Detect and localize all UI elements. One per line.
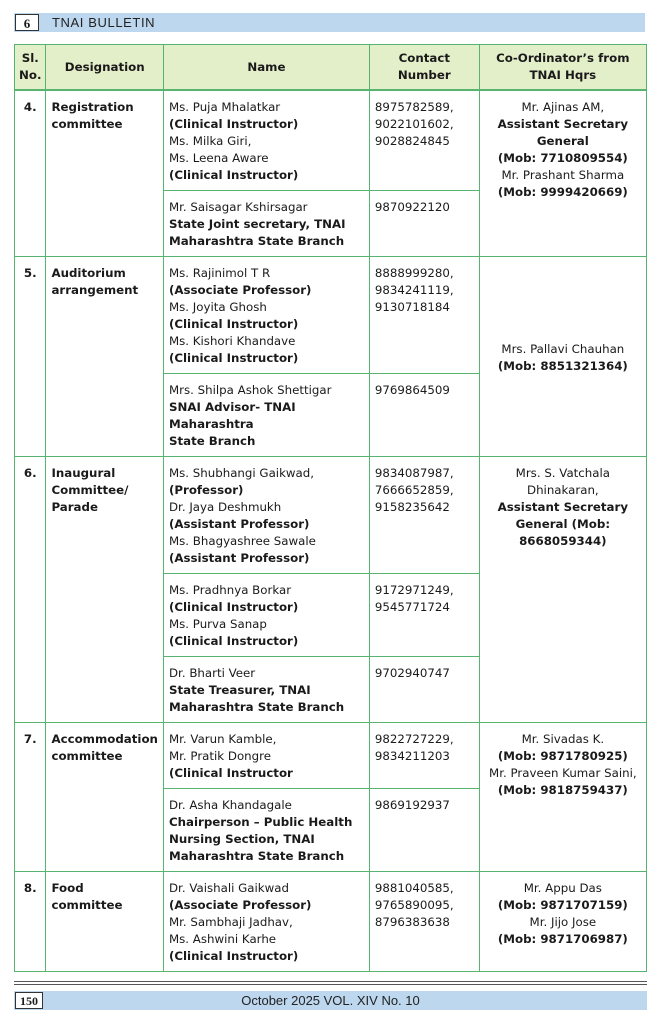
contact-cell [369, 191, 479, 257]
designation-line: Registration [51, 100, 134, 114]
name-cell [163, 574, 369, 657]
coordinator-line: (Mob: 9871706987) [497, 932, 628, 946]
designation-line: arrangement [51, 283, 139, 297]
name-cell [163, 657, 369, 723]
table-header-row [15, 45, 647, 91]
coordinator-line: Assistant Secretary [497, 117, 629, 131]
designation-line: Inaugural [51, 466, 116, 480]
contact-number: 8796383638 [374, 915, 450, 929]
col-header-name: Name [163, 45, 369, 91]
designation-line: Committee/ [51, 483, 129, 497]
name-cell [163, 191, 369, 257]
footer-rule [14, 984, 647, 985]
coordinator-line: (Mob: 9871780925) [497, 749, 628, 763]
name-line: Ms. Kishori Khandave [168, 334, 296, 348]
designation-line: Food committee [51, 881, 123, 912]
contact-number: 8975782589, [374, 100, 454, 114]
contact-number: 9869192937 [374, 798, 450, 812]
contact-cell [369, 723, 479, 789]
coordinator-line: Mr. Prashant Sharma [501, 168, 625, 182]
name-line: (Clinical Instructor) [168, 351, 299, 365]
name-cell [163, 872, 369, 972]
serial-number: 6. [15, 457, 46, 723]
designation-line: committee [51, 749, 123, 763]
name-line: Ms. Pradhnya Borkar [168, 583, 292, 597]
name-cell [163, 723, 369, 789]
col-header-sl: Sl. No. [15, 45, 46, 91]
table-row [15, 723, 647, 789]
name-line: (Clinical Instructor) [168, 117, 299, 131]
header-page-number: 6 [15, 14, 39, 31]
col-header-coordinator: Co-Ordinator’s from TNAI Hqrs [479, 45, 646, 91]
contact-number: 9769864509 [374, 383, 450, 397]
name-line: Maharashtra State Branch [168, 700, 345, 714]
name-line: Mr. Saisagar Kshirsagar [168, 200, 308, 214]
name-line: Ms. Milka Giri, [168, 134, 252, 148]
contact-number: 9834241119, [374, 283, 454, 297]
table-row [15, 872, 647, 972]
contact-cell [369, 789, 479, 872]
designation-line: committee [51, 117, 123, 131]
name-line: Ms. Rajinimol T R [168, 266, 271, 280]
serial-number: 7. [15, 723, 46, 872]
coordinator-line: Mrs. S. Vatchala [515, 466, 611, 480]
contact-cell [369, 457, 479, 574]
serial-number: 8. [15, 872, 46, 972]
name-line: (Assistant Professor) [168, 551, 310, 565]
contact-number: 9172971249, [374, 583, 454, 597]
coordinator-cell [479, 90, 646, 257]
contact-cell [369, 257, 479, 374]
designation-cell [46, 257, 164, 457]
designation-cell [46, 90, 164, 257]
contact-number: 9130718184 [374, 300, 450, 314]
name-line: Chairperson – Public Health [168, 815, 353, 829]
footer-page-number: 150 [15, 992, 43, 1009]
name-line: State Branch [168, 434, 256, 448]
coordinator-line: Assistant Secretary [497, 500, 629, 514]
table-row [15, 257, 647, 374]
name-line: Ms. Shubhangi Gaikwad, [168, 466, 315, 480]
name-cell [163, 257, 369, 374]
contact-number: 9870922120 [374, 200, 450, 214]
name-line: Mr. Pratik Dongre [168, 749, 271, 763]
contact-number: 9834087987, [374, 466, 454, 480]
name-line: Nursing Section, TNAI [168, 832, 315, 846]
contact-cell [369, 374, 479, 457]
bulletin-title: TNAI BULLETIN [52, 15, 156, 30]
name-line: (Clinical Instructor) [168, 949, 299, 963]
table-body [15, 90, 647, 972]
name-line: Dr. Vaishali Gaikwad [168, 881, 289, 895]
designation-line: Auditorium [51, 266, 126, 280]
coordinator-line: Mr. Jijo Jose [529, 915, 597, 929]
coordinator-line: Mrs. Pallavi Chauhan [501, 341, 625, 356]
contact-number: 9545771724 [374, 600, 450, 614]
name-line: Mrs. Shilpa Ashok Shettigar [168, 383, 332, 397]
designation-line: Accommodation [51, 732, 158, 746]
committee-table [14, 44, 647, 972]
footer-issue: October 2025 VOL. XIV No. 10 [241, 993, 420, 1008]
name-line: Dr. Bharti Veer [168, 666, 256, 680]
footer-rule [14, 981, 647, 982]
designation-cell [46, 872, 164, 972]
name-line: (Clinical Instructor) [168, 168, 299, 182]
name-line: Mr. Sambhaji Jadhav, [168, 915, 293, 929]
name-line: (Assistant Professor) [168, 517, 310, 531]
name-line: (Clinical Instructor [168, 766, 293, 780]
contact-cell [369, 872, 479, 972]
contact-cell [369, 657, 479, 723]
name-line: (Associate Professor) [168, 283, 312, 297]
contact-number: 9702940747 [374, 666, 450, 680]
contact-number: 9834211203 [374, 749, 450, 763]
designation-line: Parade [51, 500, 98, 514]
name-cell [163, 90, 369, 191]
coordinator-line: (Mob: 9871707159) [497, 898, 628, 912]
name-line: Ms. Leena Aware [168, 151, 269, 165]
serial-number: 5. [15, 257, 46, 457]
coordinator-line: (Mob: 9818759437) [497, 783, 628, 797]
coordinator-line: Mr. Ajinas AM, [521, 100, 605, 114]
name-line: Ms. Bhagyashree Sawale [168, 534, 316, 548]
coordinator-line: (Mob: 8851321364) [497, 358, 628, 373]
contact-cell [369, 574, 479, 657]
designation-cell [46, 457, 164, 723]
name-cell [163, 374, 369, 457]
coordinator-line: 8668059344) [519, 534, 607, 548]
coordinator-cell [479, 257, 646, 457]
col-header-contact: Contact Number [369, 45, 479, 91]
contact-number: 7666652859, [374, 483, 454, 497]
coordinator-line: (Mob: 9999420669) [497, 185, 628, 199]
coordinator-line: Mr. Praveen Kumar Saini, [489, 766, 637, 780]
name-line: Ms. Purva Sanap [168, 617, 267, 631]
col-header-designation: Designation [46, 45, 164, 91]
contact-number: 9022101602, [374, 117, 454, 131]
name-line: Maharashtra State Branch [168, 234, 345, 248]
coordinator-line: General [536, 134, 589, 148]
designation-cell [46, 723, 164, 872]
coordinator-cell [479, 457, 646, 723]
coordinator-line: (Mob: 7710809554) [497, 151, 628, 165]
name-line: Ms. Ashwini Karhe [168, 932, 277, 946]
coordinator-cell [479, 872, 646, 972]
name-line: (Associate Professor) [168, 898, 312, 912]
name-cell [163, 457, 369, 574]
contact-number: 9028824845 [374, 134, 450, 148]
name-line: Ms. Joyita Ghosh [168, 300, 267, 314]
contact-cell [369, 90, 479, 191]
coordinator-line: Mr. Sivadas K. [521, 732, 605, 746]
table-row [15, 457, 647, 574]
name-line: State Treasurer, TNAI [168, 683, 311, 697]
name-line: (Clinical Instructor) [168, 634, 299, 648]
name-line: (Professor) [168, 483, 244, 497]
contact-number: 9765890095, [374, 898, 454, 912]
name-line: Maharashtra State Branch [168, 849, 345, 863]
coordinator-cell [479, 723, 646, 872]
contact-number: 9822727229, [374, 732, 454, 746]
name-line: State Joint secretary, TNAI [168, 217, 346, 231]
coordinator-line: Dhinakaran, [526, 483, 599, 497]
table-row [15, 90, 647, 191]
name-line: Mr. Varun Kamble, [168, 732, 277, 746]
name-line: (Clinical Instructor) [168, 600, 299, 614]
name-cell [163, 789, 369, 872]
name-line: Dr. Jaya Deshmukh [168, 500, 282, 514]
name-line: SNAI Advisor- TNAI Maharashtra [168, 400, 296, 431]
coordinator-line: Mr. Appu Das [523, 881, 602, 895]
name-line: Ms. Puja Mhalatkar [168, 100, 281, 114]
contact-number: 8888999280, [374, 266, 454, 280]
coordinator-line: General (Mob: [515, 517, 611, 531]
name-line: (Clinical Instructor) [168, 317, 299, 331]
contact-number: 9158235642 [374, 500, 450, 514]
serial-number: 4. [15, 90, 46, 257]
contact-number: 9881040585, [374, 881, 454, 895]
name-line: Dr. Asha Khandagale [168, 798, 292, 812]
